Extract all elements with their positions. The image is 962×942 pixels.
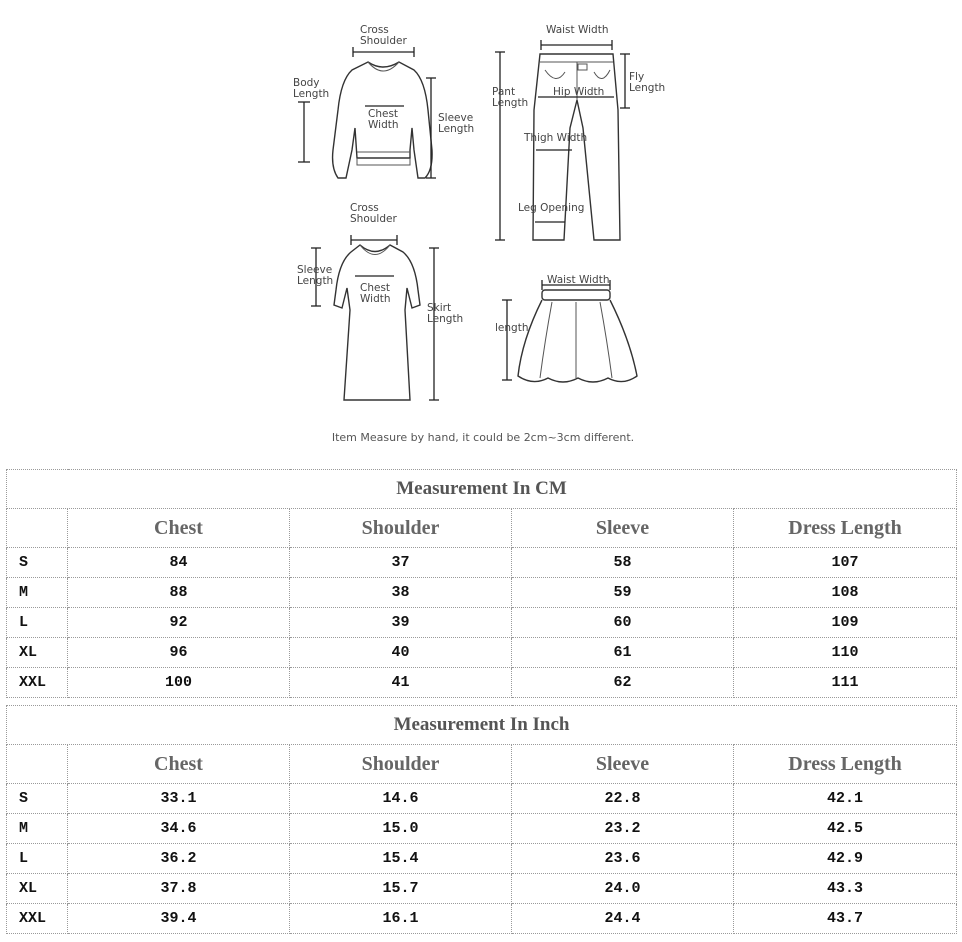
sweater-body-length-label-1: Body [293, 77, 320, 89]
table-cell: 109 [734, 608, 957, 638]
table-title: Measurement In CM [7, 470, 957, 509]
table-cell: 16.1 [290, 904, 512, 934]
table-cell: 40 [290, 638, 512, 668]
table-cell: 42.5 [734, 814, 957, 844]
table-cell: 84 [68, 548, 290, 578]
dress-sleeve-length-label-2: Length [297, 275, 334, 287]
sweater-body-length-label-2: Length [293, 88, 330, 100]
table-row [7, 668, 957, 698]
table-row [7, 638, 957, 668]
sweater-sleeve-length-label-2: Length [438, 123, 475, 135]
sweater-cross-shoulder-label-1: Cross [360, 24, 389, 36]
table-header-row [7, 745, 957, 784]
table-cell: 22.8 [512, 784, 734, 814]
column-header: Chest [68, 745, 290, 784]
pants-pant-length-label-2: Length [492, 97, 529, 109]
size-cell: XL [7, 638, 68, 668]
size-cell: L [7, 844, 68, 874]
table-cell: 24.4 [512, 904, 734, 934]
table-cell: 42.1 [734, 784, 957, 814]
table-cell: 39.4 [68, 904, 290, 934]
table-cell: 43.3 [734, 874, 957, 904]
size-cell: XL [7, 874, 68, 904]
table-cell: 61 [512, 638, 734, 668]
size-cell: S [7, 548, 68, 578]
column-header: Sleeve [512, 745, 734, 784]
pants-hip-width-label: Hip Width [553, 86, 605, 98]
table-cell: 15.7 [290, 874, 512, 904]
table-header-row [7, 509, 957, 548]
table-cell: 111 [734, 668, 957, 698]
column-header: Shoulder [290, 745, 512, 784]
column-header: Sleeve [512, 509, 734, 548]
pants-waist-width-label: Waist Width [546, 24, 609, 36]
dress-skirt-length-label-2: Length [427, 313, 464, 325]
table-row [7, 784, 957, 814]
table-cell: 107 [734, 548, 957, 578]
table-cell: 33.1 [68, 784, 290, 814]
table-cell: 42.9 [734, 844, 957, 874]
table-title: Measurement In Inch [7, 706, 957, 745]
table-cell: 88 [68, 578, 290, 608]
table-cell: 37.8 [68, 874, 290, 904]
column-header: Chest [68, 509, 290, 548]
table-cell: 92 [68, 608, 290, 638]
dress-dimension-lines [311, 235, 439, 400]
table-cell: 23.2 [512, 814, 734, 844]
table-cell: 39 [290, 608, 512, 638]
table-row [7, 548, 957, 578]
table-row [7, 844, 957, 874]
table-cell: 36.2 [68, 844, 290, 874]
table-cell: 62 [512, 668, 734, 698]
size-cell: L [7, 608, 68, 638]
pants-thigh-width-label: Thigh Width [524, 132, 588, 144]
measurement-table-cm [6, 469, 957, 698]
table-cell: 96 [68, 638, 290, 668]
column-header: Dress Length [734, 509, 957, 548]
measure-note: Item Measure by hand, it could be 2cm~3cm different. [331, 431, 635, 444]
pants-fly-length-label-1: Fly [629, 71, 645, 83]
sweater-chest-width-label-2: Width [368, 119, 399, 131]
dress-cross-shoulder-label-1: Cross [350, 202, 379, 214]
dress-sleeve-length-label-1: Sleeve [297, 264, 333, 276]
table-row [7, 874, 957, 904]
sweater-sleeve-length-label-1: Sleeve [438, 112, 474, 124]
table-row [7, 814, 957, 844]
pants-pant-length-label-1: Pant [492, 86, 516, 98]
table-cell: 100 [68, 668, 290, 698]
table-cell: 58 [512, 548, 734, 578]
column-header: Dress Length [734, 745, 957, 784]
pants-fly-length-label-2: Length [629, 82, 666, 94]
size-cell: M [7, 578, 68, 608]
size-cell: S [7, 784, 68, 814]
table-cell: 59 [512, 578, 734, 608]
column-header [7, 745, 68, 784]
table-cell: 60 [512, 608, 734, 638]
table-cell: 34.6 [68, 814, 290, 844]
skirt-illustration [518, 290, 637, 382]
dress-skirt-length-label-1: Skirt [427, 302, 452, 314]
table-cell: 15.0 [290, 814, 512, 844]
dress-illustration [334, 245, 420, 400]
dress-chest-width-label-1: Chest [360, 282, 391, 294]
table-cell: 37 [290, 548, 512, 578]
table-cell: 23.6 [512, 844, 734, 874]
table-row [7, 578, 957, 608]
measurement-table-inch [6, 705, 957, 934]
table-row [7, 608, 957, 638]
table-cell: 108 [734, 578, 957, 608]
dress-cross-shoulder-label-2: Shoulder [350, 213, 397, 225]
sweater-cross-shoulder-label-2: Shoulder [360, 35, 407, 47]
measurement-diagram [0, 0, 962, 455]
table-cell: 38 [290, 578, 512, 608]
skirt-length-label: length [495, 322, 529, 334]
table-cell: 110 [734, 638, 957, 668]
dress-chest-width-label-2: Width [360, 293, 391, 305]
sweater-chest-width-label-1: Chest [368, 108, 399, 120]
size-cell: M [7, 814, 68, 844]
skirt-waist-width-label: Waist Width [547, 274, 610, 286]
column-header [7, 509, 68, 548]
table-cell: 15.4 [290, 844, 512, 874]
table-cell: 41 [290, 668, 512, 698]
size-cell: XXL [7, 904, 68, 934]
pants-leg-opening-label: Leg Opening [518, 202, 585, 214]
table-cell: 24.0 [512, 874, 734, 904]
table-cell: 14.6 [290, 784, 512, 814]
table-cell: 43.7 [734, 904, 957, 934]
table-row [7, 904, 957, 934]
size-cell: XXL [7, 668, 68, 698]
column-header: Shoulder [290, 509, 512, 548]
